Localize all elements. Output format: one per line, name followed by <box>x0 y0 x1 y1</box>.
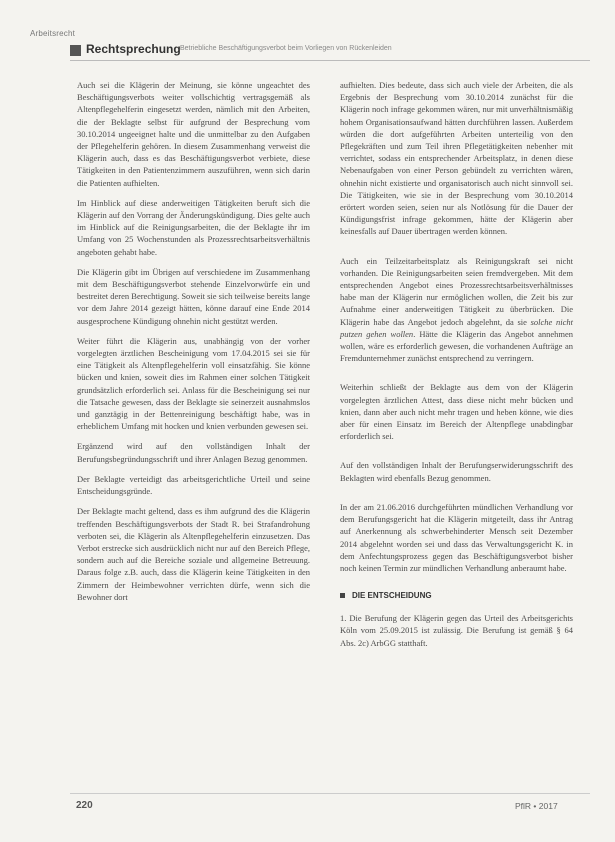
page-number: 220 <box>76 800 93 811</box>
heading-bullet-icon <box>340 593 345 598</box>
paragraph: In der am 21.06.2016 durchgeführten mündlichen Verhandlung vor dem Berufungsgericht hat die Klägerin mitgeteilt, dass ihr Antrag auf Anerkennung als schwerbehinderter Mensch seit Dezember 2014 abgelehnt worden sei und dass das Verwaltungsgericht K. in dem Anfechtungsprozess gegen das Beschäftigungsverbot bisher noch keinen Termin zur mündlichen Verhandlung anberaumt habe. <box>340 501 573 573</box>
section-header <box>70 42 590 58</box>
paragraph-text: Auch ein Teilzeitarbeitsplatz als Reinigungskraft sei nicht vorhanden. Die Reinigungsarbeiten seien fremdvergeben. Mit dem entsprechenden Angebot eines Prozessrechtsarbeitsverhältnisses habe man der Klägerin nur ermöglichen wollen, die Zeit bis zur Aufnahme einer anderweitigen Tätigkeit zu überbrücken. Die Klägerin habe das Angebot jedoch abgelehnt, da sie <box>340 255 573 327</box>
paragraph <box>340 255 573 365</box>
paragraph: Die Klägerin gibt im Übrigen auf verschiedene im Zusammenhang mit dem Beschäftigungsverbot stehende Einzelvorwürfe ein und bestreitet deren Berechtigung. Soweit sie sich teilweise bereits lange vor dem Jahre 2014 gezeigt hätten, könne darauf eine Ende 2014 ausgesprochene Kündigung ohnehin nicht gestützt werden. <box>77 266 310 326</box>
paragraph-text: . Hätte die Klägerin das Angebot annehmen wollen, wäre es erforderlich gewesen, die vorhandenen Aufträge an Fremdunternehmer zunächst entsprechend zu verringern. <box>340 328 573 364</box>
paragraph: Der Beklagte verteidigt das arbeitsgerichtliche Urteil und seine Entscheidungsgründe. <box>77 473 310 497</box>
paragraph: 1. Die Berufung der Klägerin gegen das Urteil des Arbeitsgerichts Köln vom 25.09.2015 ist zulässig. Die Berufung ist gemäß § 64 Abs. 2c) ArbGG statthaft. <box>340 613 573 648</box>
paragraph: Auf den vollständigen Inhalt der Berufungserwiderungsschrift des Beklagten wird ebenfalls Bezug genommen. <box>340 460 573 483</box>
decision-heading <box>340 591 573 600</box>
paragraph: Ergänzend wird auf den vollständigen Inhalt der Berufungsbegründungsschrift und ihrer Anlagen Bezug genommen. <box>77 441 310 464</box>
paragraph: Im Hinblick auf diese anderweitigen Tätigkeiten beruft sich die Klägerin auf den Vorrang der Änderungskündigung. Dies gelte auch im Hinblick auf die Reinigungsarbeiten, die der Beklagte ihr im Umfang von 25 Wochenstunden als Prozessrechtsarbeitsverhältnis angeboten gehabt habe. <box>77 197 310 257</box>
right-column <box>340 79 573 657</box>
paragraph: aufhielten. Dies bedeute, dass sich auch viele der Arbeiten, die als Ergebnis der Besprechung vom 30.10.2014 zunächst für die Klägerin noch infrage gekommen wären, nur mit unverhältnismäßig hohem Organisationsaufwand hätten durchführen lassen. Außerdem würden die dort aufgeführten Arbeiten unterteilig von den Pflegekräften und zum Teil ihren Pflegetätigkeiten nebenher mit verrichtet, sodass ein entsprechender Arbeitsplatz, in denen diese Nebenaufgaben von einer Person gebündelt zu verrichten wären, ohnehin nicht existierte und organisatorisch auch nicht sinnvoll sei. Die Tätigkeiten, wie sie in der Besprechung vom 30.10.2014 erörtert worden seien, seien nur als Notlösung für die Dauer der Kündigungsfrist infrage gekommen, hätte der Klägerin aber keinesfalls auf Dauer übertragen werden können. <box>340 80 573 237</box>
journal-issue: PflR • 2017 <box>515 801 558 811</box>
section-subtitle: Betriebliche Beschäftigungsverbot beim Vorliegen von Rückenleiden <box>180 45 392 52</box>
section-marker-icon <box>70 45 81 56</box>
decision-heading-label: DIE ENTSCHEIDUNG <box>352 591 432 601</box>
paragraph: Der Beklagte macht geltend, dass es ihm aufgrund des die Klägerin treffenden Beschäftigungsverbots der Stadt R. bei Strafandrohung verboten sei, die Klägerin als Altenpflegehelferin einzusetzen. Das Verbot erstrecke sich ausdrücklich nicht nur auf den Bereich Pflege, sondern auch auf die Bereiche soziale und allgemeine Betreuung. Daraus folge z.B. auch, dass die Klägerin keine Tätigkeiten in den Zimmern der Heimbewohner verrichten dürfe, wenn sich die Bewohner dort <box>77 506 310 602</box>
section-divider <box>70 60 590 61</box>
paragraph: Weiter führt die Klägerin aus, unabhängig von der vorher vorgelegten ärztlichen Bescheinigung vom 17.04.2015 sei sie für eine Tätigkeit als Altenpflegehelferin voll einsatzfähig. Sie könne bücken und knien, soweit dies im Rahmen einer solchen Tätigkeit grundsätzlich erforderlich sei. Anlass für die Bescheinigung sei nur die Tatsache gewesen, dass der Beklagte sie seinerzeit ausnahmslos und ganztägig in der Bettenreinigung beschäftigt habe, was in erheblichem Umfang mit hocken und knien verbunden gewesen sei. <box>77 335 310 432</box>
paragraph: Auch sei die Klägerin der Meinung, sie könne ungeachtet des Beschäftigungsverbots weiter vollschichtig vertragsgemäß als Altenpflegehelferin eingesetzt werden, nämlich mit den Arbeiten, die der Beklagte selbst für aufgrund der Besprechung vom 30.10.2014 ungeeignet halte und die unmittelbar zu den Aufgaben der Pflegehelferin gehören. In diesem Zusammenhang verweist die Klägerin auch, dass es das Beschäftigungsverbot verbiete, diese Tätigkeiten in den Patientenzimmern auszuführen, wenn sich darin die Patienten aufhielten. <box>77 80 310 188</box>
footer-divider <box>70 793 590 794</box>
section-title: Rechtsprechung <box>86 42 181 56</box>
paragraph: Weiterhin schließt der Beklagte aus dem von der Klägerin vorgelegten ärztlichen Attest, dass diese nicht mehr bücken und knien, dann aber auch nicht mehr tragen und heben könne, wie dies aber für einen Einsatz im Bereich der Altenpflege unabdingbar erforderlich sei. <box>340 382 573 442</box>
left-column <box>77 79 310 611</box>
running-header: Arbeitsrecht <box>30 29 76 38</box>
italic-quote: solche nicht putzen gehen wollen <box>340 316 573 339</box>
